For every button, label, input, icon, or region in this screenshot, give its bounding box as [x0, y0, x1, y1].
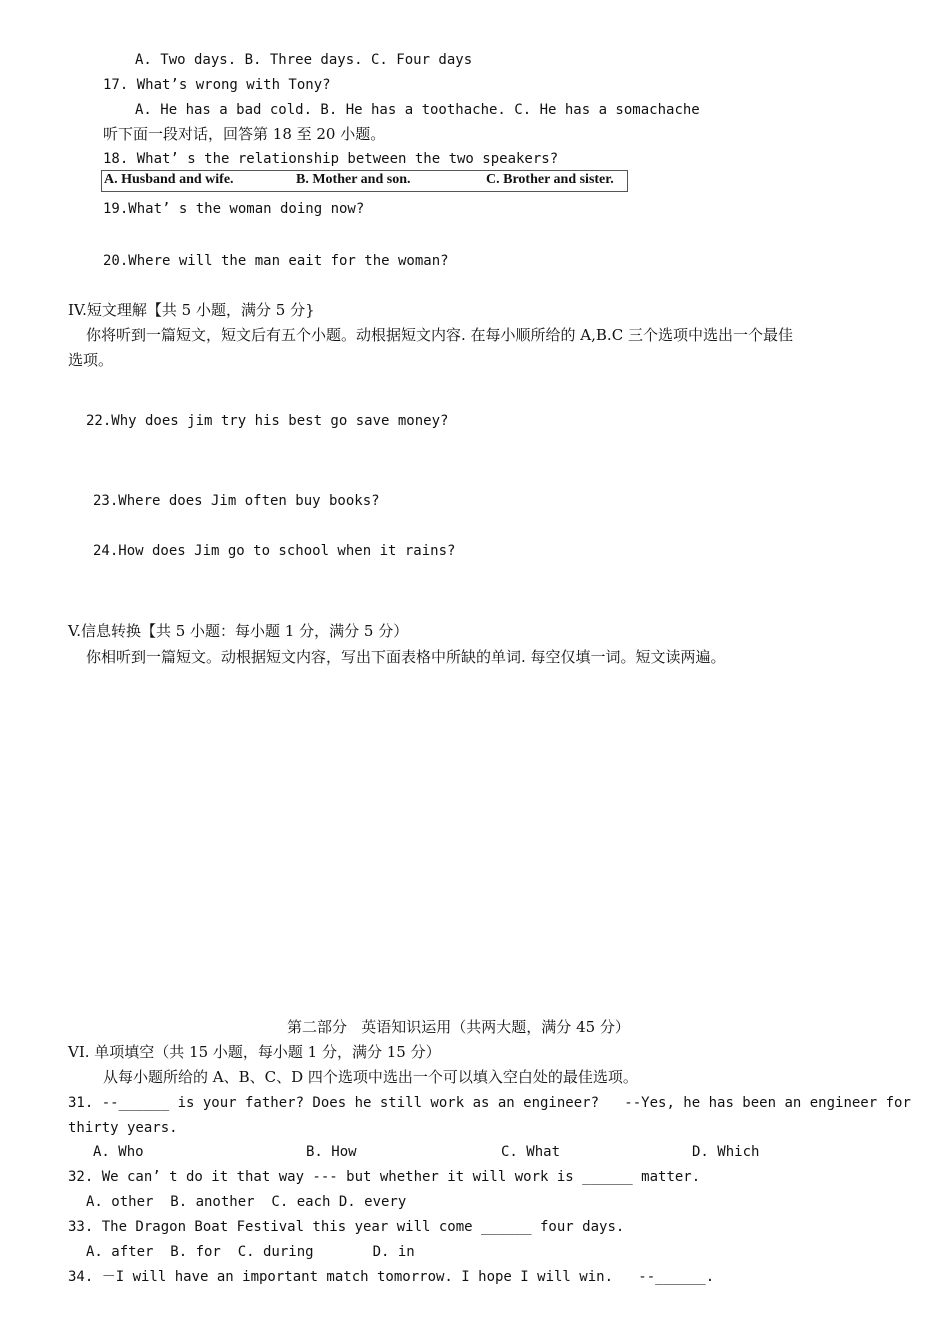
q16-options: A. Two days. B. Three days. C. Four days	[135, 52, 473, 68]
q23-question: 23.Where does Jim often buy books?	[93, 493, 380, 509]
q32-options: A. other B. another C. each D. every	[86, 1194, 407, 1210]
q31-question-line2: thirty years.	[68, 1120, 178, 1136]
section6-instruction: 从每小题所给的 A、B、C、D 四个选项中选出一个可以填入空白处的最佳选项。	[103, 1068, 638, 1086]
part2-title: 第二部分 英语知识运用（共两大题，满分 45 分）	[287, 1018, 630, 1036]
q31-question-line1: 31. --______ is your father? Does he still work as an engineer? --Yes, he has been an engineer for	[68, 1095, 911, 1111]
q33-question: 33. The Dragon Boat Festival this year will come ______ four days.	[68, 1219, 625, 1235]
q31-option-b: B. How	[306, 1144, 357, 1160]
q31-option-c: C. What	[501, 1144, 561, 1160]
section6-heading: VI. 单项填空（共 15 小题，每小题 1 分，满分 15 分）	[68, 1043, 441, 1061]
q22-question: 22.Why does jim try his best go save money?	[86, 413, 449, 429]
q18-option-c: C. Brother and sister.	[486, 172, 614, 187]
q17-options: A. He has a bad cold. B. He has a toothache. C. He has a somachache	[135, 102, 700, 118]
q18-option-a: A. Husband and wife.	[104, 172, 234, 187]
section5-instruction: 你相听到一篇短文。动根据短文内容，写出下面表格中所缺的单词. 每空仅填一词。短文读两遍。	[86, 648, 726, 666]
q18-options-box	[101, 170, 628, 192]
q33-options: A. after B. for C. during D. in	[86, 1244, 415, 1260]
section4-instruction-line1: 你将听到一篇短文，短文后有五个小题。动根据短文内容. 在每小顺所给的 A,B.C 三个选项中选出一个最佳	[86, 326, 793, 344]
section5-heading: V.信息转换【共 5 小题：每小题 1 分，满分 5 分）	[68, 622, 409, 640]
q17-question: 17. What’s wrong with Tony?	[103, 77, 331, 93]
q19-question: 19.What’ s the woman doing now?	[103, 201, 365, 217]
q18-option-b: B. Mother and son.	[296, 172, 411, 187]
section4-instruction-line2: 选项。	[68, 351, 114, 369]
q24-question: 24.How does Jim go to school when it rains?	[93, 543, 456, 559]
q18-question: 18. What’ s the relationship between the two speakers?	[103, 151, 559, 167]
q34-question: 34. －I will have an important match tomorrow. I hope I will win. --______.	[68, 1269, 715, 1285]
section4-heading: IV.短文理解【共 5 小题，满分 5 分}	[68, 301, 315, 319]
q31-option-a: A. Who	[93, 1144, 144, 1160]
q20-question: 20.Where will the man eait for the woman?	[103, 253, 449, 269]
dialogue-intro: 听下面一段对话，回答第 18 至 20 小题。	[103, 125, 386, 143]
q31-option-d: D. Which	[692, 1144, 760, 1160]
q32-question: 32. We can’ t do it that way --- but whether it will work is ______ matter.	[68, 1169, 701, 1185]
